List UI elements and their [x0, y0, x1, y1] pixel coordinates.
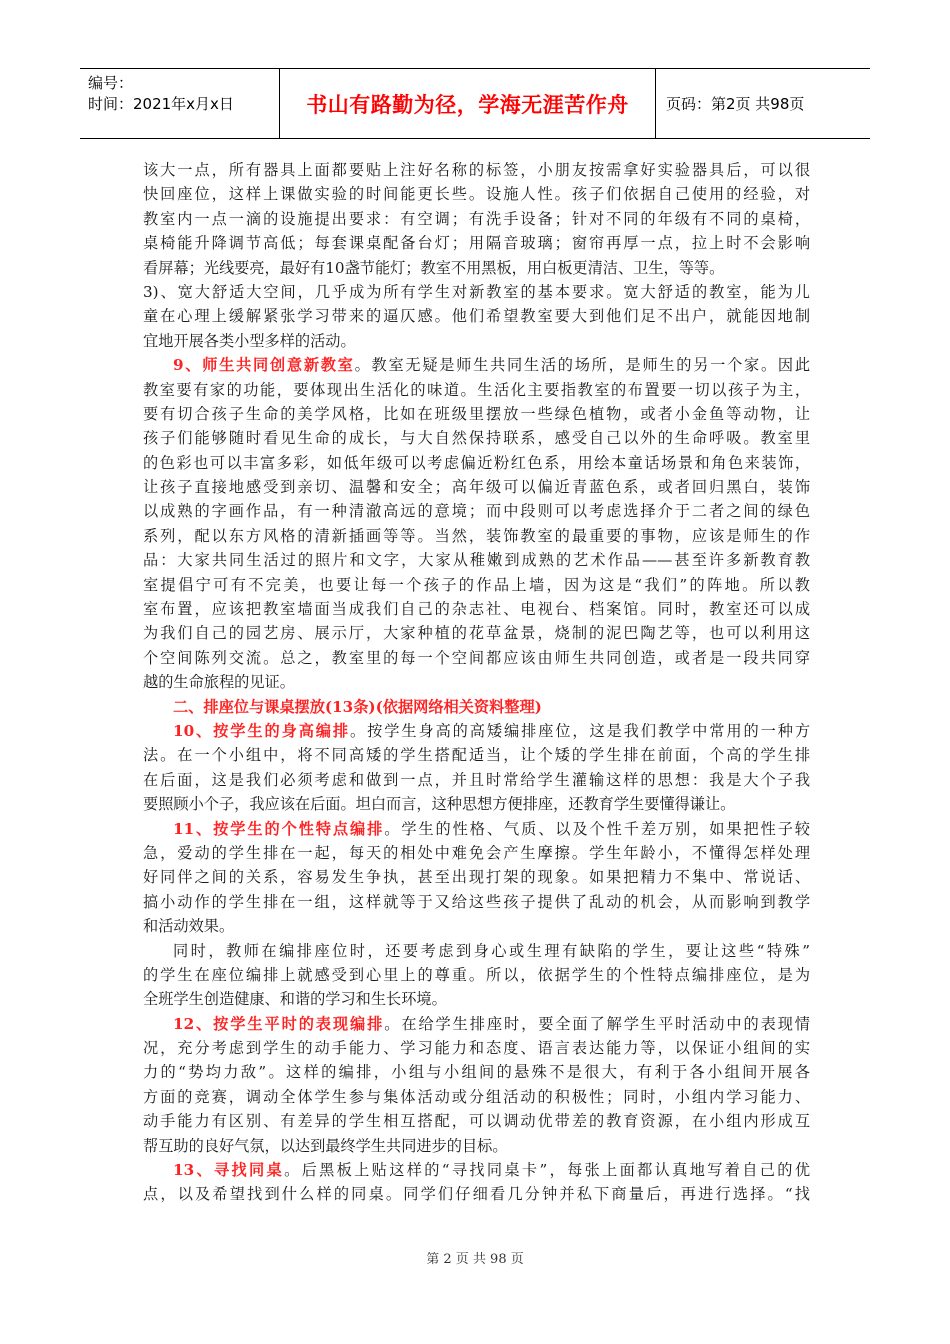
line-text: 动手能力有区别、有差异的学生相互搭配，可以调动优带差的教育资源，在小组内形成互: [143, 1112, 810, 1131]
text-line: [143, 573, 810, 597]
line-text: 看屏幕；光线要亮，最好有10盏节能灯；教室不用黑板，用白板更清洁、卫生，等等。: [143, 258, 725, 277]
line-text: 和活动效果。: [143, 917, 235, 936]
line-text: 个空间陈列交流。总之，教室里的每一个空间都应该由师生共同创造，或者是一段共同穿: [143, 648, 810, 667]
document-body: [143, 158, 810, 1207]
header-motto: 书山有路勤为径，学海无涯苦作舟: [280, 69, 656, 138]
text-line: [143, 597, 810, 621]
section-heading: 13、寻找同桌: [173, 1161, 285, 1180]
line-text: 的色彩也可以丰富多彩，如低年级可以考虑偏近粉红色系，用绘本童话场景和角色来装饰，: [143, 453, 810, 472]
line-text: 。学生的性格、气质、以及个性千差万别，如果把性子较: [384, 819, 810, 838]
text-line: [143, 1182, 810, 1206]
section-heading: 11、按学生的个性特点编排: [173, 819, 385, 838]
line-text: 要照顾小个子，我应该在后面。坦白而言，这种思想方便排座，还教育学生要懂得谦让。: [143, 795, 736, 814]
page-header: [80, 68, 870, 139]
text-line: [143, 524, 810, 548]
text-line: [143, 231, 810, 255]
line-text: 点，以及希望找到什么样的同桌。同学们仔细看几分钟并私下商量后，再进行选择。“找: [143, 1185, 810, 1204]
text-line: [143, 1085, 810, 1109]
line-text: 在后面，这是我们必须考虑和做到一点，并且时常给学生灌输这样的思想：我是大个子我: [143, 770, 810, 789]
text-line: [143, 865, 810, 889]
line-text: 方面的竞赛，调动全体学生参与集体活动或分组活动的积极性；同时，小组内学习能力、: [143, 1087, 810, 1106]
line-text: 孩子们能够随时看见生命的成长，与大自然保持联系，感受自己以外的生命呼吸。教室里: [143, 429, 810, 448]
text-line: [143, 1109, 810, 1133]
line-text: 全班学生创造健康、和谐的学习和生长环境。: [143, 990, 447, 1009]
line-text: 室布置，应该把教室墙面当成我们自己的杂志社、电视台、档案馆。同时，教室还可以成: [143, 600, 810, 619]
text-line: [143, 1012, 810, 1036]
text-line: [143, 621, 810, 645]
text-line: [143, 890, 810, 914]
line-text: 系列，配以东方风格的清新插画等等。当然，装饰教室的最重要的事物，应该是师生的作: [143, 526, 810, 545]
date-label: 时间：2021年x月x日: [88, 95, 234, 113]
text-line: [143, 987, 810, 1011]
line-text: 教室要有家的功能，要体现出生活化的味道。生活化主要指教室的布置要一切以孩子为主，: [143, 380, 810, 399]
text-line: [143, 280, 810, 304]
text-line: [143, 792, 810, 816]
line-text: 桌椅能升降调节高低；每套课桌配备台灯；用隔音玻璃；窗帘再厚一点，拉上时不会影响: [143, 234, 810, 253]
line-text: 法。在一个小组中，将不同高矮的学生搭配适当，让个矮的学生排在前面，个高的学生排: [143, 746, 810, 765]
line-text: 越的生命旅程的见证。: [143, 673, 295, 692]
text-line: [143, 158, 810, 182]
text-line: [143, 353, 810, 377]
line-text: 力的“势均力敌”。这样的编排，小组与小组间的悬殊不是很大，有利于各小组间开展各: [143, 1063, 810, 1082]
line-text: 该大一点，所有器具上面都要贴上注好名称的标签，小朋友按需拿好实验器具后，可以很: [143, 161, 810, 179]
text-line: [143, 670, 810, 694]
text-line: [143, 329, 810, 353]
section-heading: 9、师生共同创意新教室: [173, 356, 355, 375]
text-line: [143, 378, 810, 402]
line-text: 帮互助的良好气氛，以达到最终学生共同进步的目标。: [143, 1136, 508, 1155]
line-text: 的学生在座位编排上就感受到心里上的尊重。所以，依据学生的个性特点编排座位，是为: [143, 965, 810, 984]
line-text: 3)、宽大舒适大空间，几乎成为所有学生对新教室的基本要求。宽大舒适的教室，能为儿: [143, 282, 810, 301]
text-line: [143, 768, 810, 792]
text-line: [143, 1036, 810, 1060]
line-text: 况，充分考虑到学生的动手能力、学习能力和态度、语言表达能力等，以保证小组间的实: [143, 1039, 810, 1058]
section-heading: 10、按学生的身高编排: [173, 721, 351, 740]
text-line: [143, 426, 810, 450]
text-line: [143, 304, 810, 328]
text-line: [143, 743, 810, 767]
text-line: [143, 207, 810, 231]
line-text: 同时，教师在编排座位时，还要考虑到身心或生理有缺陷的学生，要让这些“特殊”: [173, 941, 810, 960]
line-text: 。在给学生排座时，要全面了解学生平时活动中的表现情: [384, 1014, 810, 1033]
line-text: 急，爱动的学生排在一起，每天的相处中难免会产生摩擦。学生年龄小，不懂得怎样处理: [143, 843, 810, 862]
line-text: 好同伴之间的关系，容易发生争执，甚至出现打架的现象。如果把精力不集中、常说话、: [143, 868, 810, 887]
line-text: 宜地开展各类小型多样的活动。: [143, 331, 356, 350]
text-line: [143, 646, 810, 670]
line-text: 。教室无疑是师生共同生活的场所，是师生的另一个家。因此: [354, 356, 810, 375]
header-meta: [80, 69, 280, 138]
text-line: [143, 402, 810, 426]
text-line: [143, 451, 810, 475]
line-text: 快回座位，这样上课做实验的时间能更长些。设施人性。孩子们依据自己使用的经验，对: [143, 185, 810, 204]
text-line: [143, 475, 810, 499]
text-line: [143, 841, 810, 865]
text-line: [143, 939, 810, 963]
line-text: 品：大家共同生活过的照片和文字，大家从稚嫩到成熟的艺术作品——甚至许多新教育教: [143, 551, 810, 570]
text-line: [143, 182, 810, 206]
text-line: [143, 695, 810, 719]
line-text: 搞小动作的学生排在一组，这样就等于又给这些孩子提供了乱动的机会，从而影响到教学: [143, 892, 810, 911]
line-text: 教室内一点一滴的设施提出要求：有空调；有洗手设备；针对不同的年级有不同的桌椅，: [143, 209, 810, 228]
text-line: [143, 1158, 810, 1182]
text-line: [143, 499, 810, 523]
line-text: 室提倡宁可有不完美，也要让每一个孩子的作品上墙，因为这是“我们”的阵地。所以教: [143, 575, 810, 594]
serial-number-label: 编号：: [88, 74, 134, 92]
line-text: 要有切合孩子生命的美学风格，比如在班级里摆放一些绿色植物，或者小金鱼等动物，让: [143, 404, 810, 423]
section-heading: 12、按学生平时的表现编排: [173, 1014, 385, 1033]
section-heading: 二、排座位与课桌摆放(13条)(依据网络相关资料整理): [173, 697, 542, 716]
line-text: 让孩子直接地感受到亲切、温馨和安全；高年级可以偏近青蓝色系，或者回归黑白，装饰: [143, 478, 810, 497]
header-page-info: 页码：第2页 共98页: [666, 95, 805, 113]
line-text: 。按学生身高的高矮编排座位，这是我们教学中常用的一种方: [350, 721, 810, 740]
text-line: [143, 719, 810, 743]
text-line: [143, 256, 810, 280]
text-line: [143, 817, 810, 841]
text-line: [143, 1134, 810, 1158]
line-text: 童在心理上缓解紧张学习带来的逼仄感。他们希望教室要大到他们足不出户，就能因地制: [143, 307, 810, 326]
line-text: 以成熟的字画作品，有一种清澈高远的意境；而中段则可以考虑选择介于二者之间的绿色: [143, 502, 810, 521]
line-text: 为我们自己的园艺房、展示厅，大家种植的花草盆景，烧制的泥巴陶艺等，也可以利用这: [143, 624, 810, 643]
page-footer: 第 2 页 共 98 页: [426, 1252, 524, 1267]
line-text: 。后黑板上贴这样的“寻找同桌卡”，每张上面都认真地写着自己的优: [284, 1161, 810, 1180]
text-line: [143, 914, 810, 938]
text-line: [143, 1060, 810, 1084]
text-line: [143, 963, 810, 987]
text-line: [143, 548, 810, 572]
